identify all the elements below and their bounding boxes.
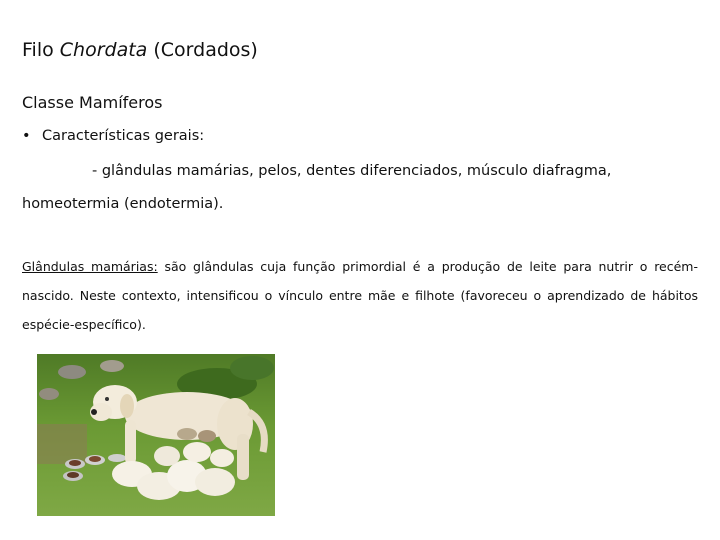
definition-text: são glândulas cuja função primordial é a produção de leite para nutrir o recém-nascido. Neste contexto, intensificou o vínculo entre mãe e filhote (favoreceu o aprendizado de hábitos espécie-específico). bbox=[22, 259, 698, 332]
mammary-glands-definition bbox=[22, 252, 698, 339]
dog-photo-illustration bbox=[37, 354, 275, 516]
title-italic: Chordata bbox=[59, 39, 148, 61]
puppy bbox=[210, 449, 234, 467]
puppy bbox=[154, 446, 180, 466]
bullet-label: Características gerais: bbox=[42, 128, 205, 144]
dog-nose bbox=[91, 409, 97, 415]
puppy bbox=[195, 468, 235, 496]
dog-leg bbox=[125, 420, 136, 464]
characteristics-line-2: homeotermia (endotermia). bbox=[22, 196, 224, 212]
definition-term: Glândulas mamárias: bbox=[22, 259, 158, 274]
rock bbox=[58, 365, 86, 379]
dirt-patch bbox=[37, 424, 87, 464]
bush bbox=[230, 356, 274, 380]
characteristics-line-1: - glândulas mamárias, pelos, dentes diferenciados, músculo diafragma, bbox=[92, 163, 612, 179]
dog-leg bbox=[237, 434, 249, 480]
rock bbox=[39, 388, 59, 400]
puppy-dark bbox=[198, 430, 216, 442]
page-title bbox=[22, 38, 258, 62]
puppy bbox=[183, 442, 211, 462]
dog-nursing-puppies-photo bbox=[37, 354, 275, 516]
bullet-symbol: • bbox=[22, 128, 31, 144]
class-heading: Classe Mamíferos bbox=[22, 93, 163, 112]
title-prefix: Filo bbox=[22, 39, 60, 61]
bullet-item bbox=[22, 126, 204, 146]
title-suffix: (Cordados) bbox=[147, 39, 258, 61]
puppy-dark bbox=[177, 428, 197, 440]
dog-eye bbox=[105, 397, 109, 401]
dog-ear bbox=[120, 394, 134, 418]
rock bbox=[100, 360, 124, 372]
food-bowl bbox=[108, 454, 126, 462]
